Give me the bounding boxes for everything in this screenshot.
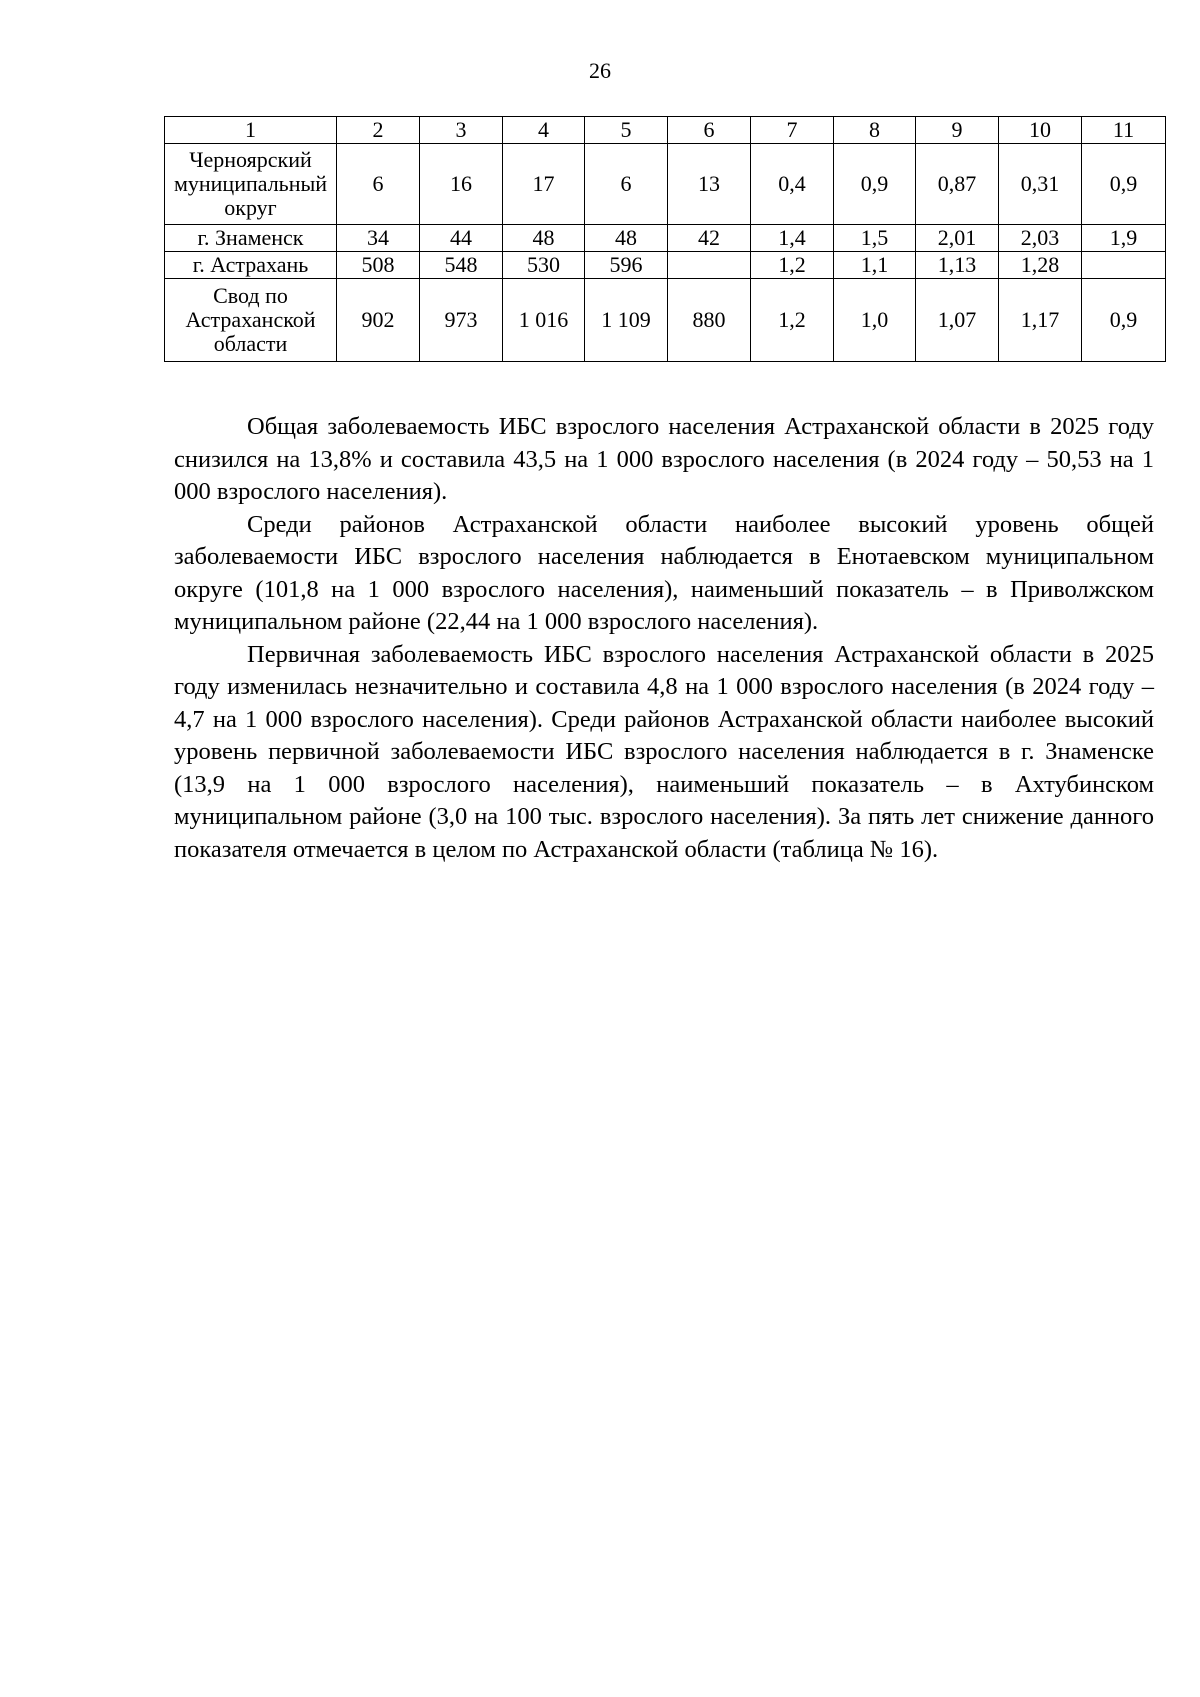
table-cell: 880 xyxy=(668,279,751,362)
table-cell xyxy=(1082,252,1166,279)
row-label: Свод по Астраханской области xyxy=(165,279,337,362)
table-row xyxy=(165,144,1166,225)
table-header-cell: 10 xyxy=(999,117,1082,144)
table-cell: 1,9 xyxy=(1082,225,1166,252)
table-cell: 902 xyxy=(337,279,420,362)
table-cell: 48 xyxy=(503,225,585,252)
table-cell: 2,01 xyxy=(916,225,999,252)
table-header-cell: 2 xyxy=(337,117,420,144)
table-row xyxy=(165,279,1166,362)
paragraph: Первичная заболеваемость ИБС взрослого населения Астраханской области в 2025 году изменилась незначительно и составила 4,8 на 1 000 взрослого населения (в 2024 году – 4,7 на 1 000 взрослого населения). Среди районов Астраханской области наиболее высокий уровень первичной заболеваемости ИБС взрослого населения наблюдается в г. Знаменске (13,9 на 1 000 взрослого населения), наименьший показатель – в Ахтубинском муниципальном районе (3,0 на 100 тыс. взрослого населения). За пять лет снижение данного показателя отмечается в целом по Астраханской области (таблица № 16). xyxy=(174,640,1154,863)
row-label: г. Знаменск xyxy=(165,225,337,252)
table-header-cell: 7 xyxy=(751,117,834,144)
table-cell: 1,0 xyxy=(834,279,916,362)
table-cell: 2,03 xyxy=(999,225,1082,252)
table-cell: 1,1 xyxy=(834,252,916,279)
table-cell: 973 xyxy=(420,279,503,362)
table-cell: 6 xyxy=(337,144,420,225)
table-cell: 0,87 xyxy=(916,144,999,225)
page-number: 26 xyxy=(589,58,611,83)
incidence-table xyxy=(164,116,1166,362)
table-header-cell: 6 xyxy=(668,117,751,144)
table-cell: 0,9 xyxy=(1082,144,1166,225)
table-cell: 6 xyxy=(585,144,668,225)
table-cell xyxy=(668,252,751,279)
table-cell: 34 xyxy=(337,225,420,252)
table-header-cell: 5 xyxy=(585,117,668,144)
paragraph: Общая заболеваемость ИБС взрослого населения Астраханской области в 2025 году снизился на 13,8% и составила 43,5 на 1 000 взрослого населения (в 2024 году – 50,53 на 1 000 взрослого населения). xyxy=(174,413,1154,505)
table-cell: 44 xyxy=(420,225,503,252)
row-label: г. Астрахань xyxy=(165,252,337,279)
table-cell: 0,9 xyxy=(834,144,916,225)
table-cell: 0,4 xyxy=(751,144,834,225)
table-cell: 1,4 xyxy=(751,225,834,252)
table-cell: 1,2 xyxy=(751,252,834,279)
table-cell: 1,07 xyxy=(916,279,999,362)
table-cell: 1,2 xyxy=(751,279,834,362)
table-cell: 508 xyxy=(337,252,420,279)
table-cell: 42 xyxy=(668,225,751,252)
table-header-row xyxy=(165,117,1166,144)
table-cell: 548 xyxy=(420,252,503,279)
row-label: Черноярский муниципальный округ xyxy=(165,144,337,225)
table-header-cell: 8 xyxy=(834,117,916,144)
table-cell: 0,31 xyxy=(999,144,1082,225)
table-cell: 1 109 xyxy=(585,279,668,362)
table-header-cell: 11 xyxy=(1082,117,1166,144)
table-cell: 1 016 xyxy=(503,279,585,362)
table-cell: 48 xyxy=(585,225,668,252)
table-cell: 1,13 xyxy=(916,252,999,279)
table-cell: 16 xyxy=(420,144,503,225)
paragraph: Среди районов Астраханской области наиболее высокий уровень общей заболеваемости ИБС взрослого населения наблюдается в Енотаевском муниципальном округе (101,8 на 1 000 взрослого населения), наименьший показатель – в Приволжском муниципальном районе (22,44 на 1 000 взрослого населения). xyxy=(174,510,1154,635)
table-cell: 1,28 xyxy=(999,252,1082,279)
table-header-cell: 4 xyxy=(503,117,585,144)
table-cell: 530 xyxy=(503,252,585,279)
table-cell: 1,17 xyxy=(999,279,1082,362)
body-text xyxy=(174,411,1154,866)
table-cell: 596 xyxy=(585,252,668,279)
table-cell: 0,9 xyxy=(1082,279,1166,362)
table-row xyxy=(165,225,1166,252)
table-cell: 13 xyxy=(668,144,751,225)
table-header-cell: 1 xyxy=(165,117,337,144)
table-header-cell: 9 xyxy=(916,117,999,144)
table-header-cell: 3 xyxy=(420,117,503,144)
table-cell: 1,5 xyxy=(834,225,916,252)
table-cell: 17 xyxy=(503,144,585,225)
table-row xyxy=(165,252,1166,279)
